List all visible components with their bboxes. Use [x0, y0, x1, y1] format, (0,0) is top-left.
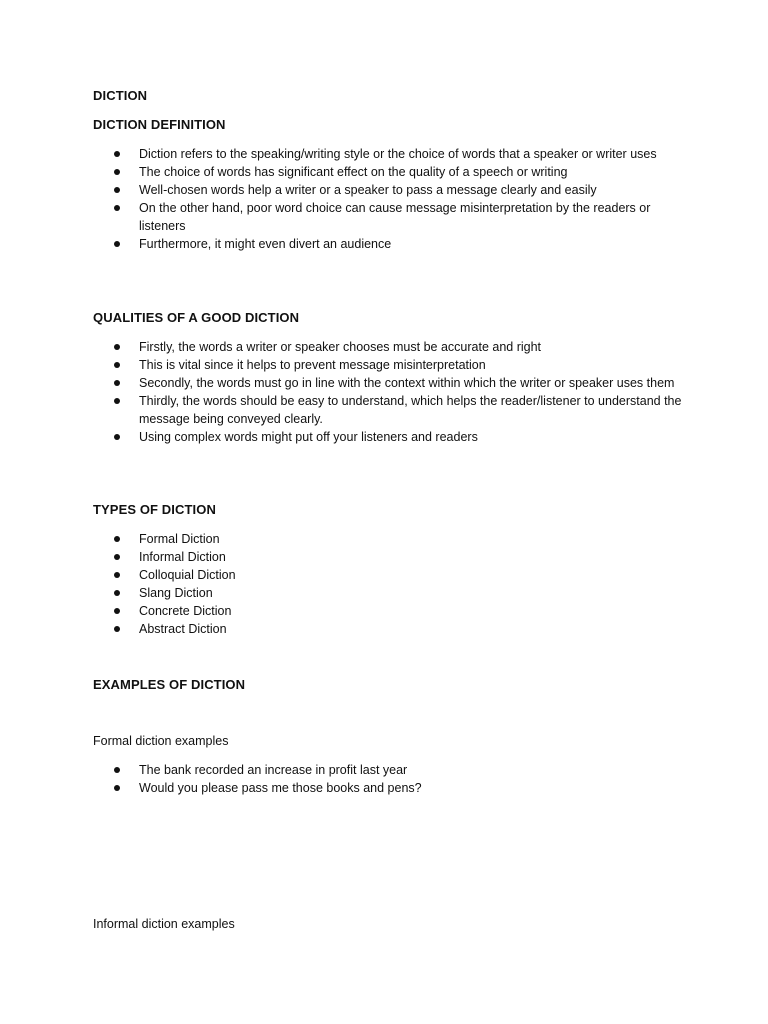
bullet-icon — [114, 380, 120, 386]
list-item: Diction refers to the speaking/writing style or the choice of words that a speaker or writer uses — [0, 145, 768, 163]
list-item: Furthermore, it might even divert an audience — [0, 235, 768, 253]
list-item: Well-chosen words help a writer or a speaker to pass a message clearly and easily — [0, 181, 768, 199]
list-item: Abstract Diction — [0, 620, 768, 638]
bullet-icon — [114, 626, 120, 632]
bullet-icon — [114, 205, 120, 211]
definition-list — [0, 145, 768, 253]
bullet-icon — [114, 536, 120, 542]
formal-examples-subheading: Formal diction examples — [93, 734, 229, 748]
list-item: Informal Diction — [0, 548, 768, 566]
bullet-icon — [114, 590, 120, 596]
list-item: The bank recorded an increase in profit last year — [0, 761, 768, 779]
list-item: Thirdly, the words should be easy to understand, which helps the reader/listener to understand the message being conveyed clearly. — [0, 392, 768, 428]
bullet-icon — [114, 151, 120, 157]
list-item: This is vital since it helps to prevent message misinterpretation — [0, 356, 768, 374]
bullet-icon — [114, 241, 120, 247]
list-item: Using complex words might put off your listeners and readers — [0, 428, 768, 446]
list-item: Formal Diction — [0, 530, 768, 548]
informal-examples-subheading: Informal diction examples — [93, 917, 235, 931]
bullet-icon — [114, 344, 120, 350]
list-item: Would you please pass me those books and pens? — [0, 779, 768, 797]
bullet-icon — [114, 169, 120, 175]
bullet-icon — [114, 434, 120, 440]
qualities-heading: QUALITIES OF A GOOD DICTION — [93, 310, 300, 325]
list-item: Colloquial Diction — [0, 566, 768, 584]
bullet-icon — [114, 554, 120, 560]
list-item: Firstly, the words a writer or speaker chooses must be accurate and right — [0, 338, 768, 356]
bullet-icon — [114, 362, 120, 368]
qualities-list — [0, 338, 768, 446]
list-item: Slang Diction — [0, 584, 768, 602]
bullet-icon — [114, 398, 120, 404]
list-item: Concrete Diction — [0, 602, 768, 620]
bullet-icon — [114, 187, 120, 193]
list-item: On the other hand, poor word choice can cause message misinterpretation by the readers or listeners — [0, 199, 768, 235]
examples-heading: EXAMPLES OF DICTION — [93, 677, 246, 692]
types-list — [0, 530, 768, 638]
types-heading: TYPES OF DICTION — [93, 502, 216, 517]
list-item: The choice of words has significant effect on the quality of a speech or writing — [0, 163, 768, 181]
bullet-icon — [114, 572, 120, 578]
list-item: Secondly, the words must go in line with the context within which the writer or speaker uses them — [0, 374, 768, 392]
bullet-icon — [114, 785, 120, 791]
formal-examples-list — [0, 761, 768, 797]
bullet-icon — [114, 608, 120, 614]
document-title: DICTION — [93, 88, 148, 103]
definition-heading: DICTION DEFINITION — [93, 117, 226, 132]
bullet-icon — [114, 767, 120, 773]
